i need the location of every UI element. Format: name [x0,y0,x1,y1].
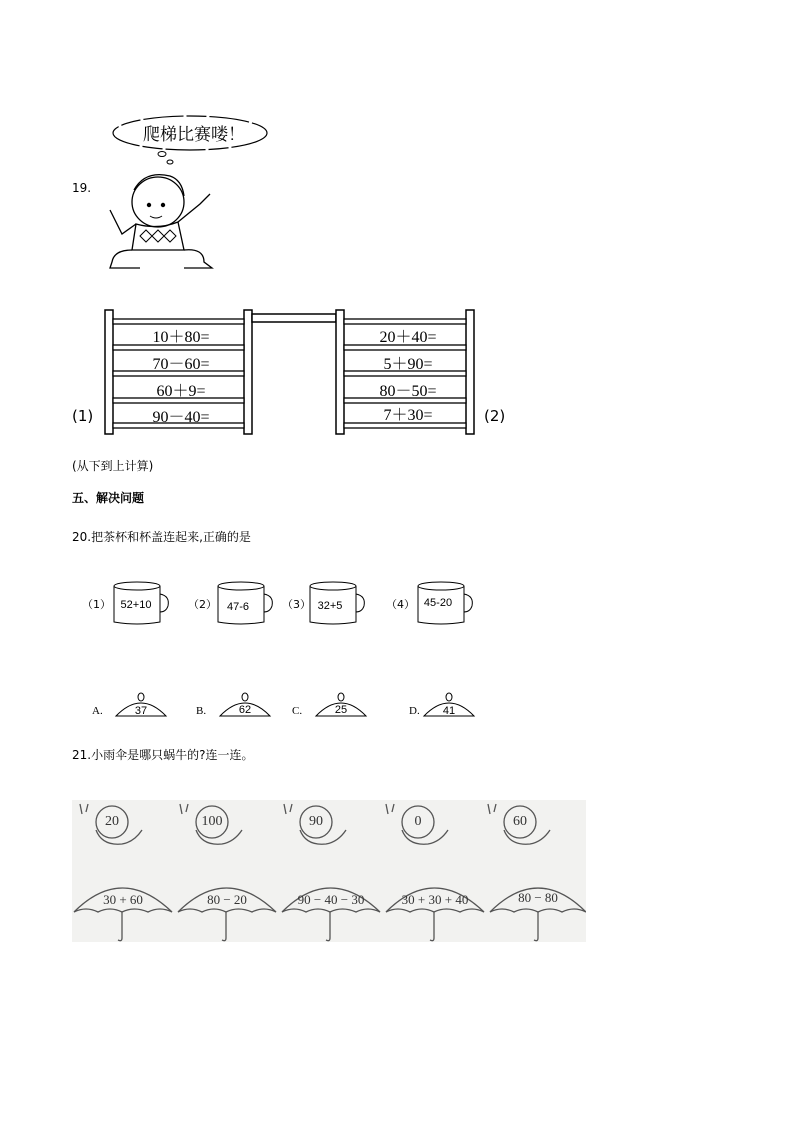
right-ladder-rung-1: 20＋40= [379,329,437,346]
cup-expression-2: 47-6 [226,601,250,613]
snail-number-5: 60 [513,814,527,829]
snail-number-3: 90 [309,814,323,829]
lid-value-c: 25 [334,704,348,716]
lid-value-b: 62 [238,704,252,716]
question-19-number: 19. [72,181,92,195]
umbrella-expression-2: 80 − 20 [207,892,247,907]
umbrella-expression-3: 90 − 40 − 30 [297,892,365,907]
cup-expression-4: 45-20 [423,597,453,609]
right-ladder-rung-2: 5＋90= [383,356,433,373]
lid-letter-a: A. [92,705,103,717]
left-ladder-label: (1) [72,407,94,425]
cup-label-2: （2） [188,598,217,611]
lid-value-a: 37 [134,705,148,717]
left-ladder-rung-4: 90－40= [152,409,210,426]
cup-label-4: （4） [386,598,415,611]
snail-umbrella-panel [72,800,586,942]
lid-letter-d: D. [409,705,420,717]
left-ladder-rung-1: 10＋80= [152,329,210,346]
lid-letter-c: C. [292,705,303,717]
cup-expression-3: 32+5 [317,600,343,612]
cup-expression-1: 52+10 [120,599,152,611]
lid-letter-b: B. [196,705,207,717]
snail-number-1: 20 [105,814,119,829]
question-21-prompt: 21.小雨伞是哪只蜗牛的?连一连。 [72,748,254,762]
left-ladder-rung-3: 60＋9= [156,383,206,400]
cup-label-3: （3） [282,598,311,611]
umbrella-expression-5: 80 − 80 [518,890,558,905]
left-ladder-rung-2: 70－60= [152,356,210,373]
lid-value-d: 41 [442,705,456,717]
right-ladder-label: (2) [484,407,506,425]
umbrella-expression-1: 30 + 60 [103,892,143,907]
cup-label-1: （1） [82,598,111,611]
right-ladder-rung-3: 80－50= [379,383,437,400]
calculation-order-note: (从下到上计算) [72,459,154,473]
umbrella-expression-4: 30 + 30 + 40 [401,892,469,907]
section-title: 五、解决问题 [72,491,145,505]
right-ladder-rung-4: 7＋30= [383,407,433,424]
question-20-prompt: 20.把茶杯和杯盖连起来,正确的是 [72,530,251,544]
snail-number-2: 100 [201,814,223,829]
thought-bubble-text: 爬梯比赛喽！ [143,125,245,145]
snail-number-4: 0 [414,814,422,829]
